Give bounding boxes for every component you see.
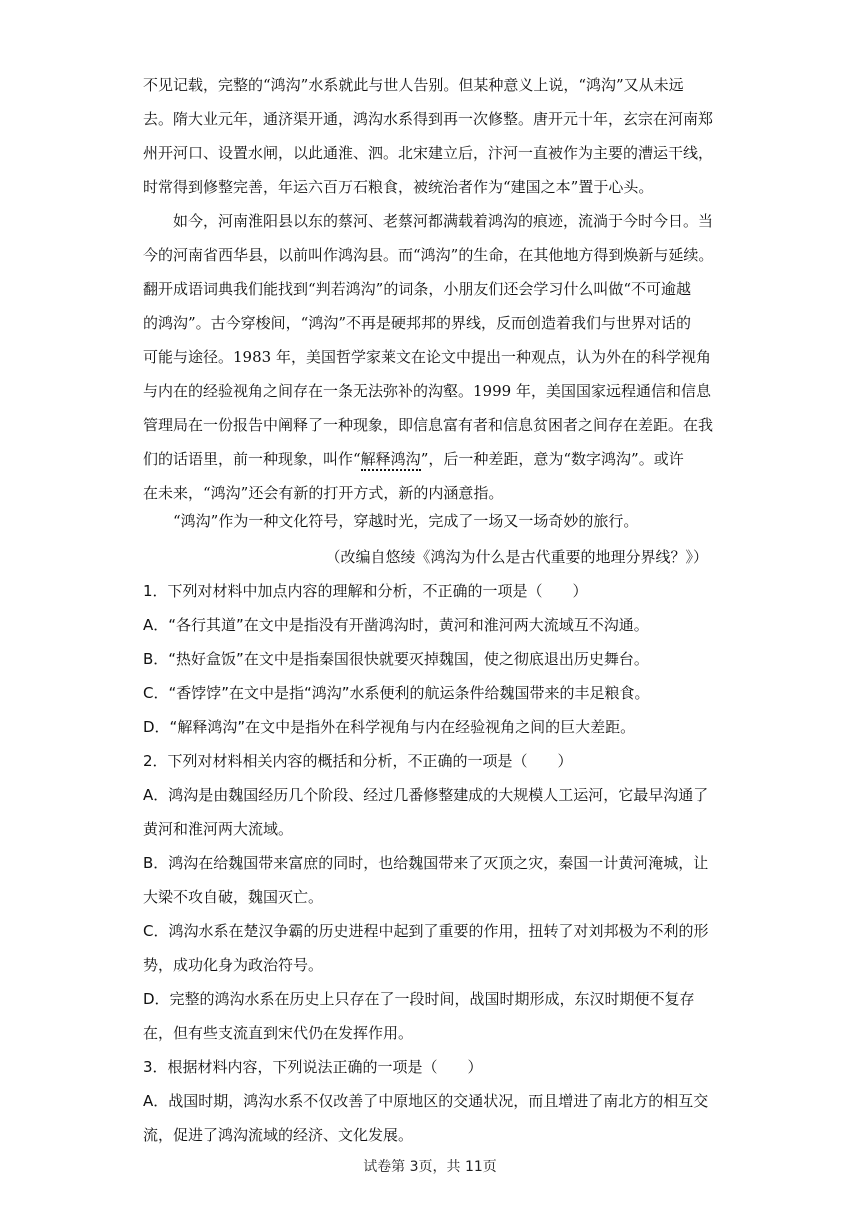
passage-paragraph-2 (143, 204, 723, 510)
passage-line: 可能与途径。1983 年，美国哲学家莱文在论文中提出一种观点，认为外在的科学视角 (143, 348, 711, 366)
question-3-option-a: A．战国时期，鸿沟水系不仅改善了中原地区的交通状况，而且增进了南北方的相互交流，促进了鸿沟流域的经济、文化发展。 (143, 1092, 709, 1144)
question-2-option-b: B．鸿沟在给魏国带来富庶的同时，也给魏国带来了灭顶之灾，秦国一计黄河淹城，让大梁不攻自破，魏国灭亡。 (143, 854, 709, 906)
passage-line: 的鸿沟”。古今穿梭间，“鸿沟”不再是硬邦邦的界线，反而创造着我们与世界对话的 (143, 314, 692, 332)
question-2-option-a: A．鸿沟是由魏国经历几个阶段、经过几番修整建成的大规模人工运河，它最早沟通了黄河和淮河两大流域。 (143, 786, 709, 838)
passage-line: 今的河南省西华县，以前叫作鸿沟县。而“鸿沟”的生命，在其他地方得到焕新与延续。 (143, 246, 714, 264)
passage-line: 不见记载，完整的“鸿沟”水系就此与世人告别。但某种意义上说，“鸿沟”又从未远 (143, 76, 684, 94)
passage-line (143, 450, 684, 471)
passage-text: ”，后一种差距，意为“数字鸿沟”。或许 (420, 450, 684, 468)
question-2-stem: 2．下列对材料相关内容的概括和分析，不正确的一项是（ ） (143, 752, 573, 770)
passage-paragraph-3 (143, 504, 723, 538)
question-2-option-d: D．完整的鸿沟水系在历史上只存在了一段时间，战国时期形成，东汉时期便不复存在，但有些支流直到宋代仍在发挥作用。 (143, 990, 695, 1042)
question-1-option-a: A．“各行其道”在文中是指没有开凿鸿沟时，黄河和淮河两大流域互不沟通。 (143, 616, 649, 634)
dotted-emphasis-term: 解释鸿沟 (361, 450, 421, 471)
passage-line: “鸿沟”作为一种文化符号，穿越时光，完成了一场又一场奇妙的旅行。 (173, 512, 639, 530)
question-1-option-d: D．“解释鸿沟”在文中是指外在科学视角与内在经验视角之间的巨大差距。 (143, 718, 636, 736)
passage-line: 时常得到修整完善，年运六百万石粮食，被统治者作为“建国之本”置于心头。 (143, 178, 654, 196)
question-1-stem: 1．下列对材料中加点内容的理解和分析，不正确的一项是（ ） (143, 582, 588, 600)
question-1-option-c: C．“香饽饽”在文中是指“鸿沟”水系便利的航运条件给魏国带来的丰足粮食。 (143, 684, 650, 702)
passage-line: 翻开成语词典我们能找到“判若鸿沟”的词条，小朋友们还会学习什么叫做“不可逾越 (143, 280, 692, 298)
passage-line: 州开河口、设置水闸，以此通淮、泗。北宋建立后，汴河一直被作为主要的漕运干线， (143, 144, 714, 162)
passage-text: 们的话语里，前一种现象，叫作“ (143, 450, 361, 468)
passage-line: 去。隋大业元年，通济渠开通，鸿沟水系得到再一次修整。唐开元十年，玄宗在河南郑 (143, 110, 714, 128)
passage-source: （改编自悠绫《鸿沟为什么是古代重要的地理分界线？》） (325, 548, 708, 566)
passage-line: 与内在的经验视角之间存在一条无法弥补的沟壑。1999 年，美国国家远程通信和信息 (143, 382, 711, 400)
passage-line: 在未来，“鸿沟”还会有新的打开方式，新的内涵意指。 (143, 484, 504, 502)
question-3-stem: 3．根据材料内容，下列说法正确的一项是（ ） (143, 1058, 483, 1076)
passage-line: 如今，河南淮阳县以东的蔡河、老蔡河都满载着鸿沟的痕迹，流淌于今时今日。当 (173, 212, 714, 230)
passage-line: 管理局在一份报告中阐释了一种现象，即信息富有者和信息贫困者之间存在差距。在我 (143, 416, 714, 434)
passage-paragraph-1 (143, 68, 723, 204)
question-1-option-b: B．“热好盒饭”在文中是指秦国很快就要灭掉魏国，使之彻底退出历史舞台。 (143, 650, 649, 668)
page-footer: 试卷第 3页，共 11页 (363, 1159, 497, 1175)
question-2-option-c: C．鸿沟水系在楚汉争霸的历史进程中起到了重要的作用，扭转了对刘邦极为不利的形势，成功化身为政治符号。 (143, 922, 709, 974)
